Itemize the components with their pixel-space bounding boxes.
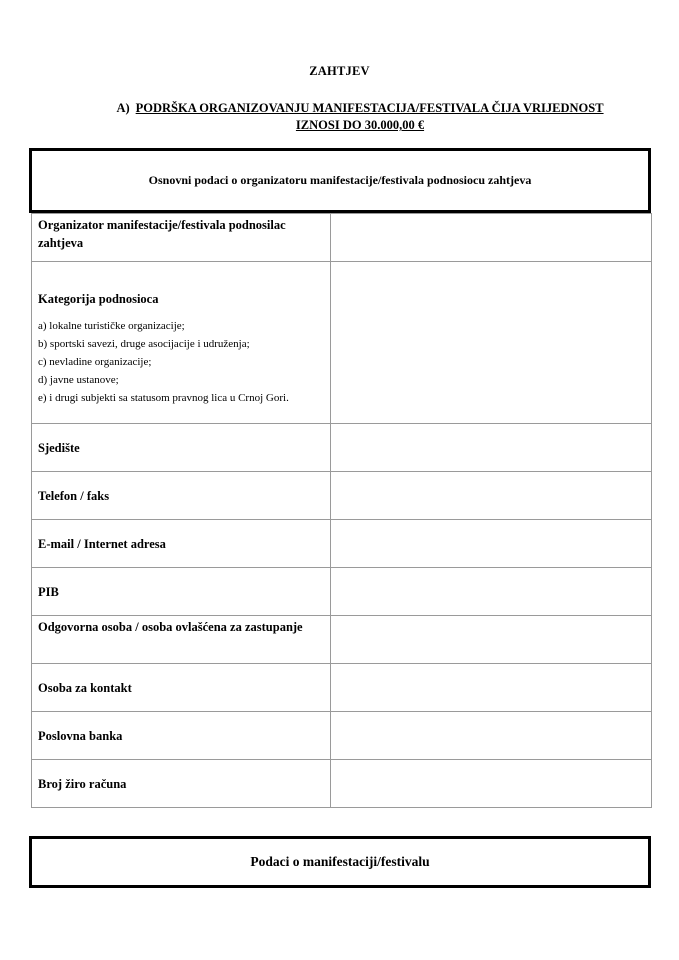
category-block xyxy=(32,262,330,407)
category-option: c) nevladine organizacije; xyxy=(38,356,152,368)
form-label-cell xyxy=(32,712,331,760)
form-row-category xyxy=(32,262,652,424)
section-marker: A) xyxy=(116,101,130,115)
form-label-category: Kategorija podnosioca xyxy=(38,292,159,306)
category-list xyxy=(38,317,324,407)
form-row-email xyxy=(32,520,652,568)
form-label-cell xyxy=(32,214,331,262)
form-label-contact-person: Osoba za kontakt xyxy=(38,681,132,695)
category-option: e) i drugi subjekti sa statusom pravnog lica u Crnoj Gori. xyxy=(38,392,289,404)
form-label-seat: Sjedište xyxy=(38,441,80,455)
form-input-bank[interactable] xyxy=(331,712,652,760)
section-title xyxy=(60,100,660,134)
form-label-cell xyxy=(32,472,331,520)
form-row-contact-person xyxy=(32,664,652,712)
form-label-bank: Poslovna banka xyxy=(38,729,123,743)
section-title-line-1 xyxy=(60,100,660,117)
form-label-pib: PIB xyxy=(38,585,59,599)
form-label-cell xyxy=(32,664,331,712)
form-label-responsible-person: Odgovorna osoba / osoba ovlašćena za zastupanje xyxy=(38,620,303,634)
organizer-section-header: Osnovni podaci o organizatoru manifestacije/festivala podnosiocu zahtjeva xyxy=(29,148,651,213)
form-input-contact-person[interactable] xyxy=(331,664,652,712)
form-input-responsible-person[interactable] xyxy=(331,616,652,664)
form-label-cell xyxy=(32,262,331,424)
section-title-line-1-text: PODRŠKA ORGANIZOVANJU MANIFESTACIJA/FESTIVALA ČIJA VRIJEDNOST xyxy=(135,101,604,115)
form-input-pib[interactable] xyxy=(331,568,652,616)
form-input-category[interactable] xyxy=(331,262,652,424)
form-label-phone: Telefon / faks xyxy=(38,489,110,503)
category-option: a) lokalne turističke organizacije; xyxy=(38,320,185,332)
organizer-form-table xyxy=(31,213,652,808)
form-input-phone[interactable] xyxy=(331,472,652,520)
form-label-cell xyxy=(32,760,331,808)
form-row-bank xyxy=(32,712,652,760)
form-row-phone xyxy=(32,472,652,520)
form-row-pib xyxy=(32,568,652,616)
form-label-account-number: Broj žiro računa xyxy=(38,777,127,791)
form-label-email: E-mail / Internet adresa xyxy=(38,537,166,551)
form-input-organizer[interactable] xyxy=(331,214,652,262)
form-label-cell xyxy=(32,616,331,664)
form-label-organizer: Organizator manifestacije/festivala podnosilac zahtjeva xyxy=(38,218,286,250)
form-input-email[interactable] xyxy=(331,520,652,568)
form-row-responsible-person xyxy=(32,616,652,664)
form-row-account-number xyxy=(32,760,652,808)
form-label-cell xyxy=(32,520,331,568)
category-option: d) javne ustanove; xyxy=(38,374,119,386)
event-section-header: Podaci o manifestaciji/festivalu xyxy=(29,836,651,888)
form-row-seat xyxy=(32,424,652,472)
document-title: ZAHTJEV xyxy=(309,64,370,78)
form-label-cell xyxy=(32,568,331,616)
section-title-line-2 xyxy=(60,117,660,134)
category-option: b) sportski savezi, druge asocijacije i udruženja; xyxy=(38,338,250,350)
section-title-line-2-text: IZNOSI DO 30.000,00 € xyxy=(295,118,425,132)
form-input-account-number[interactable] xyxy=(331,760,652,808)
form-input-seat[interactable] xyxy=(331,424,652,472)
form-row-organizer xyxy=(32,214,652,262)
form-label-cell xyxy=(32,424,331,472)
